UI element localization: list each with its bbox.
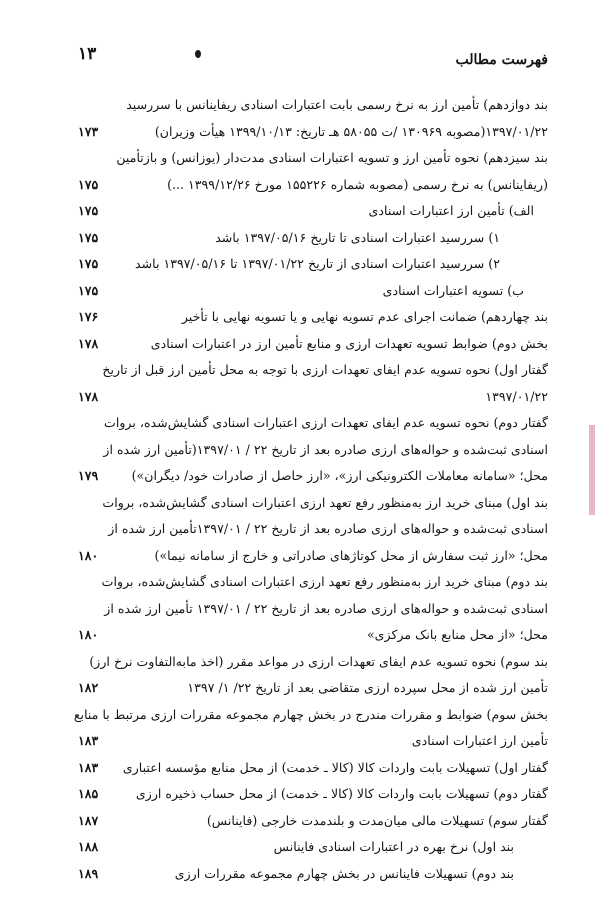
toc-entry[interactable] (70, 649, 548, 676)
toc-entry[interactable] (70, 198, 548, 225)
toc-entry-title: اسنادی ثبت‌شده و حواله‌های ارزی صادره بعد از تاریخ ۲۲ / ۱۳۹۷/۰۱ تأمین ارز شده از (104, 600, 548, 616)
toc-entry-page: ۱۸۳ (78, 733, 99, 748)
toc-entry[interactable] (70, 145, 548, 172)
page-title: فهرست مطالب (455, 52, 548, 68)
toc-entry-page: ۱۷۳ (78, 123, 99, 139)
page-number: ۱۳ (78, 44, 97, 64)
toc-entry-title: گفتار اول) نحوه تسویه عدم ایفای تعهدات ارزی با توجه به محل تأمین ارز قبل از تاریخ (102, 362, 548, 377)
toc-entry-title: گفتار دوم) نحوه تسویه عدم ایفای تعهدات ارزی اعتبارات اسنادی گشایش‌شده، بروات (103, 415, 548, 430)
toc-entry-page: ۱۸۸ (78, 839, 99, 854)
toc-entry-page: ۱۸۷ (78, 812, 99, 828)
toc-entry-page: ۱۷۸ (78, 335, 99, 351)
toc-entry[interactable] (70, 490, 548, 517)
toc-entry-title: بند دوم) تسهیلات فاینانس در بخش چهارم مجموعه مقررات ارزی (174, 865, 514, 881)
toc-entry-title: بند سیزدهم) نحوه تأمین ارز و تسویه اعتبارات اسنادی مدت‌دار (یوزانس) و بازتأمین (116, 150, 548, 165)
toc-entry[interactable] (70, 596, 548, 623)
toc-entry[interactable] (70, 225, 548, 252)
toc-entry[interactable] (70, 357, 548, 384)
table-of-contents (70, 92, 548, 887)
toc-entry[interactable] (70, 331, 548, 358)
toc-entry-title: گفتار سوم) تسهیلات مالی میان‌مدت و بلندمدت خارجی (فاینانس) (206, 812, 548, 828)
toc-entry[interactable] (70, 437, 548, 464)
toc-entry-page: ۱۷۵ (78, 229, 99, 245)
toc-entry[interactable] (70, 463, 548, 490)
toc-entry-title: ۱) سررسید اعتبارات اسنادی تا تاریخ ۱۳۹۷/۰۵/۱۶ باشد (215, 229, 500, 245)
toc-entry[interactable] (70, 702, 548, 729)
toc-entry[interactable] (70, 622, 548, 649)
toc-entry[interactable] (70, 808, 548, 835)
toc-entry-title: (ریفاینانس) به نرخ رسمی (مصوبه شماره ۱۵۵۲۲۶ مورخ ۱۳۹۹/۱۲/۲۶ ...) (167, 176, 548, 192)
toc-entry-title: ب) تسویه اعتبارات اسنادی (382, 282, 524, 298)
edge-marker (589, 425, 595, 515)
toc-entry-title: بند سوم) نحوه تسویه عدم ایفای تعهدات ارزی در مواعد مقرر (اخذ مابه‌التفاوت نرخ ارز) (89, 653, 548, 669)
toc-entry[interactable] (70, 92, 548, 119)
toc-entry-page: ۱۸۰ (78, 547, 99, 563)
toc-entry-title: محل؛ «سامانه معاملات الکترونیکی ارز»، «ارز حاصل از صادرات خود/ دیگران») (131, 468, 548, 483)
ink-dot (195, 50, 201, 58)
toc-entry-title: بند چهاردهم) ضمانت اجرای عدم تسویه نهایی و یا تسویه نهایی با تأخیر (181, 309, 548, 324)
toc-entry-title: گفتار دوم) تسهیلات بابت واردات کالا (کالا ـ خدمت) از محل حساب ذخیره ارزی (135, 786, 548, 801)
toc-entry-title: گفتار اول) تسهیلات بابت واردات کالا (کالا ـ خدمت) از محل منابع مؤسسه اعتباری (122, 759, 548, 775)
toc-entry[interactable] (70, 304, 548, 331)
toc-entry-page: ۱۷۵ (78, 282, 99, 298)
toc-entry-title: تأمین ارز شده از محل سپرده ارزی متقاضی بعد از تاریخ ۲۲/ ۱/ ۱۳۹۷ (187, 680, 548, 695)
toc-entry-title: ۲) سررسید اعتبارات اسنادی از تاریخ ۱۳۹۷/۰۱/۲۲ تا ۱۳۹۷/۰۵/۱۶ باشد (134, 256, 500, 271)
toc-entry-title: ۱۳۹۷/۰۱/۲۲ (485, 388, 548, 404)
toc-entry-title: ۱۳۹۷/۰۱/۲۲(مصوبه ۱۳۰۹۶۹ /ت ۵۸۰۵۵ هـ تاریخ: ۱۳۹۹/۱۰/۱۳ هیأت وزیران) (154, 123, 548, 139)
toc-entry[interactable] (70, 172, 548, 199)
toc-entry-page: ۱۷۵ (78, 203, 99, 218)
toc-entry[interactable] (70, 728, 548, 755)
toc-entry-page: ۱۷۶ (78, 309, 99, 324)
toc-entry[interactable] (70, 251, 548, 278)
toc-entry-page: ۱۸۳ (78, 759, 99, 775)
toc-entry[interactable] (70, 410, 548, 437)
toc-entry[interactable] (70, 119, 548, 146)
toc-entry[interactable] (70, 543, 548, 570)
toc-entry-title: اسنادی ثبت‌شده و حواله‌های ارزی صادره بعد از تاریخ ۲۲ / ۱۳۹۷/۰۱(تأمین ارز شده از (103, 441, 548, 457)
toc-entry-title: محل؛ «از محل منابع بانک مرکزی» (366, 627, 548, 642)
toc-entry-page: ۱۷۵ (78, 176, 99, 192)
toc-entry-title: اسنادی ثبت‌شده و حواله‌های ارزی صادره بعد از تاریخ ۲۲ / ۱۳۹۷/۰۱تأمین ارز شده از (108, 521, 548, 536)
toc-entry-title: بند دوازدهم) تأمین ارز به نرخ رسمی بابت اعتبارات اسنادی ریفاینانس با سررسید (126, 97, 548, 112)
toc-entry[interactable] (70, 516, 548, 543)
toc-entry-title: بند دوم) مبنای خرید ارز به‌منظور رفع تعهد ارزی اعتبارات اسنادی گشایش‌شده، بروات (101, 574, 548, 589)
toc-entry-title: بند اول) مبنای خرید ارز به‌منظور رفع تعهد ارزی اعتبارات اسنادی گشایش‌شده، بروات (102, 494, 548, 510)
toc-entry-title: الف) تأمین ارز اعتبارات اسنادی (368, 203, 534, 218)
toc-entry-page: ۱۸۲ (78, 680, 99, 695)
toc-entry-page: ۱۷۸ (78, 388, 99, 404)
toc-entry-title: بخش سوم) ضوابط و مقررات مندرج در بخش چهارم مجموعه مقررات ارزی مرتبط با منابع (73, 706, 548, 722)
toc-entry-page: ۱۸۵ (78, 786, 99, 801)
toc-entry-page: ۱۷۵ (78, 256, 99, 271)
toc-entry[interactable] (70, 781, 548, 808)
toc-entry[interactable] (70, 861, 548, 888)
toc-entry-title: بند اول) نرخ بهره در اعتبارات اسنادی فاینانس (273, 839, 514, 854)
toc-entry-title: بخش دوم) ضوابط تسویه تعهدات ارزی و منابع تأمین ارز در اعتبارات اسنادی (150, 335, 548, 351)
toc-entry-page: ۱۸۹ (78, 865, 99, 881)
toc-entry-page: ۱۷۹ (78, 468, 99, 483)
toc-entry-title: تأمین ارز اعتبارات اسنادی (411, 733, 548, 748)
toc-entry[interactable] (70, 675, 548, 702)
toc-entry[interactable] (70, 834, 548, 861)
toc-entry-title: محل؛ «ارز ثبت سفارش از محل کوتاژهای صادراتی و خارج از سامانه نیما») (154, 547, 548, 563)
toc-entry[interactable] (70, 384, 548, 411)
toc-entry[interactable] (70, 569, 548, 596)
toc-entry[interactable] (70, 278, 548, 305)
toc-entry[interactable] (70, 755, 548, 782)
toc-entry-page: ۱۸۰ (78, 627, 99, 642)
